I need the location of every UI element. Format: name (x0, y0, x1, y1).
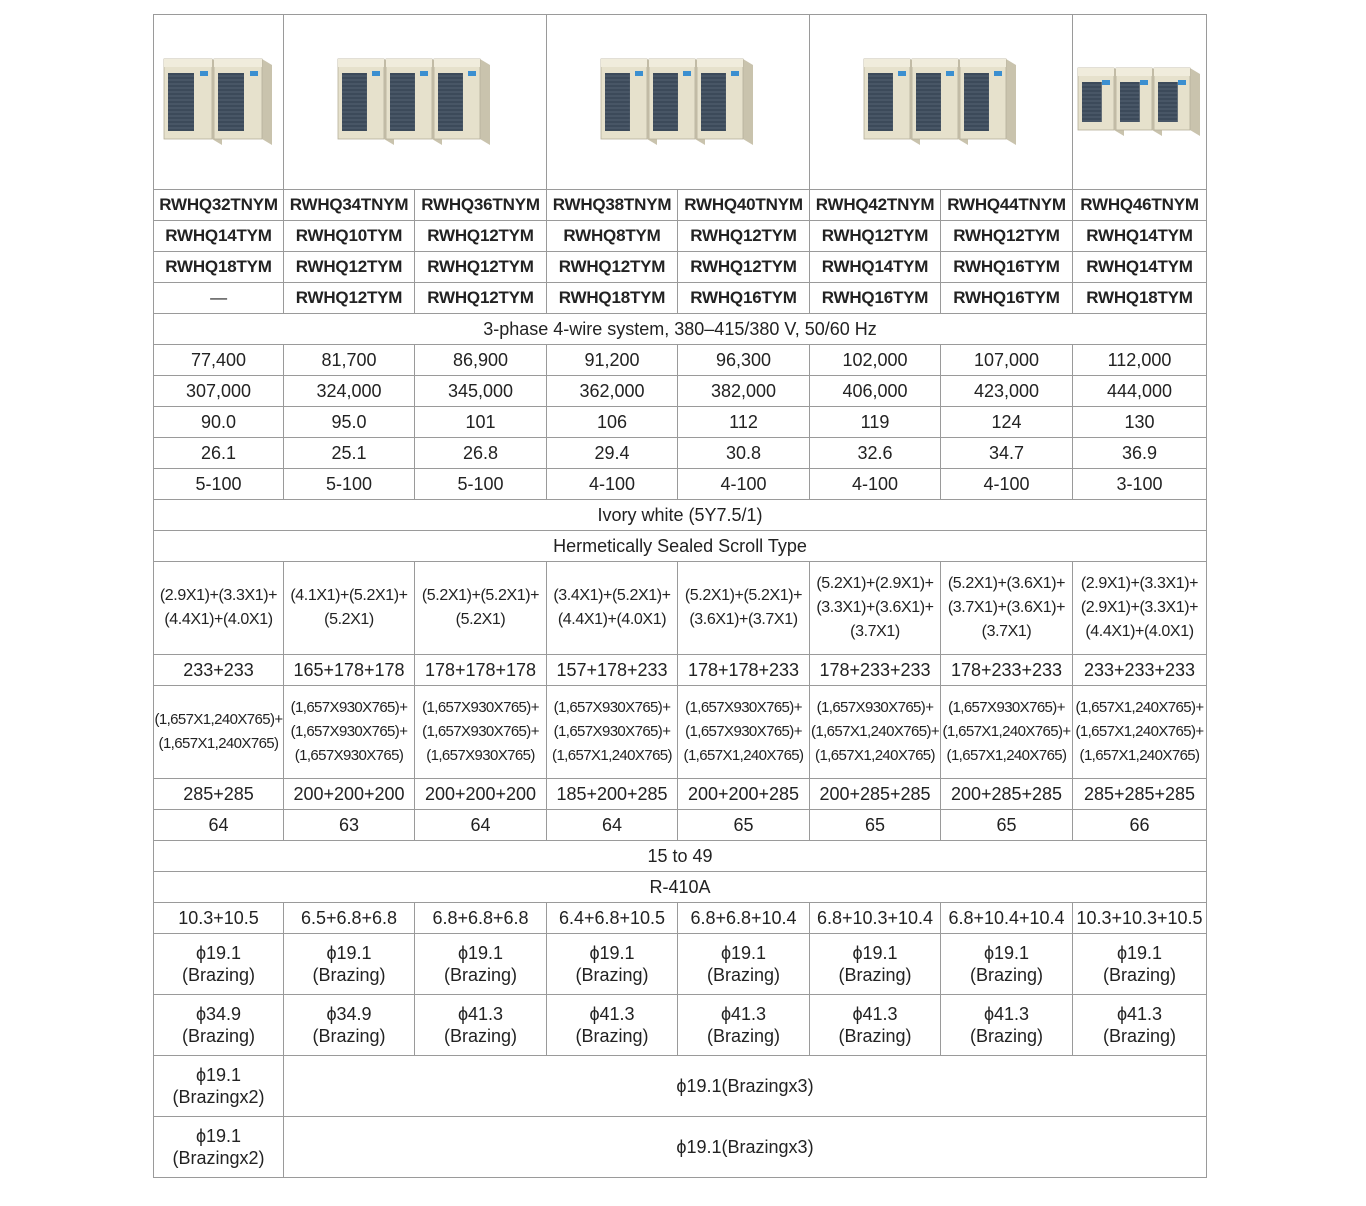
cell: 112,000 (1073, 345, 1207, 376)
cell: (3.4X1)+(5.2X1)+ (4.4X1)+(4.0X1) (547, 562, 678, 655)
cell: 63 (284, 810, 415, 841)
cell: 200+200+200 (284, 779, 415, 810)
cell: 185+200+285 (547, 779, 678, 810)
unit-module (1154, 68, 1200, 136)
cell: (1,657X930X765)+ (1,657X930X765)+ (1,657X930X765) (284, 686, 415, 779)
cell: 10.3+10.5 (154, 903, 284, 934)
cell: 101 (415, 407, 547, 438)
cell: 4-100 (678, 469, 810, 500)
unit-module (864, 59, 920, 145)
liquid-pipe-row (154, 934, 1207, 995)
module-name: RWHQ10TYM (284, 221, 415, 252)
cell: (4.1X1)+(5.2X1)+ (5.2X1) (284, 562, 415, 655)
cell: 285+285+285 (1073, 779, 1207, 810)
cell: 200+200+200 (415, 779, 547, 810)
cell: 6.5+6.8+6.8 (284, 903, 415, 934)
model-name: RWHQ40TNYM (678, 190, 810, 221)
cell: 65 (678, 810, 810, 841)
cell: ϕ19.1 (Brazing) (1073, 934, 1207, 995)
cell: ϕ41.3 (Brazing) (1073, 995, 1207, 1056)
cell: 107,000 (941, 345, 1073, 376)
module-name: RWHQ12TYM (547, 252, 678, 283)
cell: ϕ19.1 (Brazing) (284, 934, 415, 995)
cell: 66 (1073, 810, 1207, 841)
unit-image-cell (547, 15, 810, 190)
cell: 178+233+233 (810, 655, 941, 686)
module-name: RWHQ18TYM (1073, 283, 1207, 314)
unit-image-3-module-small (1076, 64, 1204, 140)
cell: ϕ19.1 (Brazing) (154, 934, 284, 995)
cell: 91,200 (547, 345, 678, 376)
cell: 64 (415, 810, 547, 841)
module-name: RWHQ12TYM (810, 221, 941, 252)
module-name: RWHQ14TYM (154, 221, 284, 252)
cell: ϕ41.3 (Brazing) (810, 995, 941, 1056)
cell: 106 (547, 407, 678, 438)
model-name: RWHQ42TNYM (810, 190, 941, 221)
cell: 362,000 (547, 376, 678, 407)
cell: (2.9X1)+(3.3X1)+ (2.9X1)+(3.3X1)+ (4.4X1)+(4.0X1) (1073, 562, 1207, 655)
cell: ϕ19.1(Brazingx3) (284, 1056, 1207, 1117)
unit-module (214, 59, 272, 145)
cell: 10.3+10.3+10.5 (1073, 903, 1207, 934)
cell: 285+285 (154, 779, 284, 810)
module-name: RWHQ14TYM (1073, 221, 1207, 252)
operation-range-row (154, 841, 1207, 872)
cell: 86,900 (415, 345, 547, 376)
cell: 64 (547, 810, 678, 841)
unit-image-cell (284, 15, 547, 190)
cell: 382,000 (678, 376, 810, 407)
cell: 6.8+6.8+6.8 (415, 903, 547, 934)
cell: 4-100 (547, 469, 678, 500)
compressor-type: Hermetically Sealed Scroll Type (154, 531, 1207, 562)
cell: ϕ19.1 (Brazing) (547, 934, 678, 995)
airflow-row (154, 655, 1207, 686)
cell: 200+285+285 (810, 779, 941, 810)
model-name: RWHQ44TNYM (941, 190, 1073, 221)
water-outlet-row (154, 1117, 1207, 1178)
cell: (2.9X1)+(3.3X1)+ (4.4X1)+(4.0X1) (154, 562, 284, 655)
cell: (5.2X1)+(5.2X1)+ (3.6X1)+(3.7X1) (678, 562, 810, 655)
cell: 200+200+285 (678, 779, 810, 810)
cell: 65 (810, 810, 941, 841)
cell: ϕ41.3 (Brazing) (415, 995, 547, 1056)
module-name: RWHQ16TYM (941, 252, 1073, 283)
cell: 3-100 (1073, 469, 1207, 500)
cell: 29.4 (547, 438, 678, 469)
cell: ϕ19.1 (Brazing) (810, 934, 941, 995)
cell: 26.8 (415, 438, 547, 469)
model-name: RWHQ38TNYM (547, 190, 678, 221)
capacity-control-row (154, 469, 1207, 500)
cell: (1,657X930X765)+ (1,657X930X765)+ (1,657X930X765) (415, 686, 547, 779)
model-row (154, 190, 1207, 221)
cell: 6.8+10.3+10.4 (810, 903, 941, 934)
weight-row (154, 779, 1207, 810)
cell: 34.7 (941, 438, 1073, 469)
cell: ϕ19.1 (Brazing) (678, 934, 810, 995)
cell: 96,300 (678, 345, 810, 376)
module-name: RWHQ12TYM (941, 221, 1073, 252)
model-name: RWHQ34TNYM (284, 190, 415, 221)
module-name: RWHQ16TYM (941, 283, 1073, 314)
cell: 64 (154, 810, 284, 841)
cell: (1,657X1,240X765)+ (1,657X1,240X765)+ (1,657X1,240X765) (1073, 686, 1207, 779)
module-name: RWHQ18TYM (547, 283, 678, 314)
cell: ϕ41.3 (Brazing) (941, 995, 1073, 1056)
cell: ϕ19.1 (Brazingx2) (154, 1056, 284, 1117)
cell: 5-100 (154, 469, 284, 500)
model-name: RWHQ32TNYM (154, 190, 284, 221)
cell: 406,000 (810, 376, 941, 407)
cell: 178+178+233 (678, 655, 810, 686)
cell: 345,000 (415, 376, 547, 407)
cell: 124 (941, 407, 1073, 438)
cell: (1,657X930X765)+ (1,657X1,240X765)+ (1,657X1,240X765) (941, 686, 1073, 779)
refrigerant-charge-row (154, 903, 1207, 934)
cell: 77,400 (154, 345, 284, 376)
cell: 5-100 (284, 469, 415, 500)
cell: ϕ19.1(Brazingx3) (284, 1117, 1207, 1178)
unit-image-cell (154, 15, 284, 190)
dimensions-row (154, 686, 1207, 779)
module-name: RWHQ16TYM (810, 283, 941, 314)
casing-color-row (154, 500, 1207, 531)
casing-color: Ivory white (5Y7.5/1) (154, 500, 1207, 531)
cell: 26.1 (154, 438, 284, 469)
module-name: RWHQ18TYM (154, 252, 284, 283)
cell: 444,000 (1073, 376, 1207, 407)
cell: 324,000 (284, 376, 415, 407)
cell: 423,000 (941, 376, 1073, 407)
cell: 6.8+10.4+10.4 (941, 903, 1073, 934)
unit-image-cell (1073, 15, 1207, 190)
module-name: RWHQ12TYM (678, 221, 810, 252)
sound-level-row (154, 810, 1207, 841)
cell: 233+233 (154, 655, 284, 686)
module-name: RWHQ16TYM (678, 283, 810, 314)
unit-module (434, 59, 490, 145)
cell: 307,000 (154, 376, 284, 407)
cell: (1,657X930X765)+ (1,657X1,240X765)+ (1,657X1,240X765) (810, 686, 941, 779)
module-name: RWHQ12TYM (415, 252, 547, 283)
module-name: RWHQ12TYM (415, 221, 547, 252)
cell: 178+233+233 (941, 655, 1073, 686)
cell: 30.8 (678, 438, 810, 469)
refrigerant: R-410A (154, 872, 1207, 903)
cell: 178+178+178 (415, 655, 547, 686)
cell: 200+285+285 (941, 779, 1073, 810)
module-name: RWHQ12TYM (415, 283, 547, 314)
unit-module (649, 59, 705, 145)
capacity-btu-row (154, 376, 1207, 407)
module-2-row (154, 252, 1207, 283)
cell: ϕ34.9 (Brazing) (154, 995, 284, 1056)
refrigerant-row (154, 872, 1207, 903)
cell: 119 (810, 407, 941, 438)
unit-image-cell (810, 15, 1073, 190)
cell: (5.2X1)+(2.9X1)+ (3.3X1)+(3.6X1)+ (3.7X1) (810, 562, 941, 655)
water-inlet-row (154, 1056, 1207, 1117)
cell: (1,657X1,240X765)+ (1,657X1,240X765) (154, 686, 284, 779)
cell: ϕ19.1 (Brazingx2) (154, 1117, 284, 1178)
module-name: — (154, 283, 284, 314)
cell: 95.0 (284, 407, 415, 438)
cell: ϕ19.1 (Brazing) (415, 934, 547, 995)
operation-range: 15 to 49 (154, 841, 1207, 872)
cell: (1,657X930X765)+ (1,657X930X765)+ (1,657X1,240X765) (678, 686, 810, 779)
unit-module (912, 59, 968, 145)
module-name: RWHQ12TYM (678, 252, 810, 283)
cell: 157+178+233 (547, 655, 678, 686)
module-3-row (154, 283, 1207, 314)
cell: 81,700 (284, 345, 415, 376)
cell: 4-100 (810, 469, 941, 500)
unit-module (697, 59, 753, 145)
cell: 32.6 (810, 438, 941, 469)
image-row (154, 15, 1207, 190)
cell: (5.2X1)+(3.6X1)+ (3.7X1)+(3.6X1)+ (3.7X1) (941, 562, 1073, 655)
cell: 36.9 (1073, 438, 1207, 469)
motor-output-row (154, 562, 1207, 655)
unit-module (601, 59, 657, 145)
cell: (1,657X930X765)+ (1,657X930X765)+ (1,657X1,240X765) (547, 686, 678, 779)
module-name: RWHQ14TYM (1073, 252, 1207, 283)
unit-module (960, 59, 1016, 145)
model-name: RWHQ46TNYM (1073, 190, 1207, 221)
power-supply: 3-phase 4-wire system, 380–415/380 V, 50/60 Hz (154, 314, 1207, 345)
gas-pipe-row (154, 995, 1207, 1056)
power-supply-row (154, 314, 1207, 345)
unit-module (164, 59, 222, 145)
cell: ϕ41.3 (Brazing) (678, 995, 810, 1056)
power-input-row (154, 438, 1207, 469)
cell: ϕ34.9 (Brazing) (284, 995, 415, 1056)
cell: 65 (941, 810, 1073, 841)
compressor-type-row (154, 531, 1207, 562)
cell: 90.0 (154, 407, 284, 438)
unit-image-2-module (162, 55, 276, 149)
module-name: RWHQ12TYM (284, 252, 415, 283)
cell: 4-100 (941, 469, 1073, 500)
capacity-kcal-row (154, 345, 1207, 376)
model-name: RWHQ36TNYM (415, 190, 547, 221)
spec-table (153, 14, 1207, 1178)
module-1-row (154, 221, 1207, 252)
module-name: RWHQ14TYM (810, 252, 941, 283)
cell: 25.1 (284, 438, 415, 469)
unit-image-3-module (336, 55, 494, 149)
capacity-kw-row (154, 407, 1207, 438)
unit-image-3-module (599, 55, 757, 149)
module-name: RWHQ12TYM (284, 283, 415, 314)
cell: 6.4+6.8+10.5 (547, 903, 678, 934)
cell: 165+178+178 (284, 655, 415, 686)
cell: 112 (678, 407, 810, 438)
cell: 102,000 (810, 345, 941, 376)
cell: 5-100 (415, 469, 547, 500)
cell: 130 (1073, 407, 1207, 438)
module-name: RWHQ8TYM (547, 221, 678, 252)
cell: 6.8+6.8+10.4 (678, 903, 810, 934)
cell: 233+233+233 (1073, 655, 1207, 686)
unit-image-3-module (862, 55, 1020, 149)
cell: ϕ19.1 (Brazing) (941, 934, 1073, 995)
cell: ϕ41.3 (Brazing) (547, 995, 678, 1056)
cell: (5.2X1)+(5.2X1)+ (5.2X1) (415, 562, 547, 655)
